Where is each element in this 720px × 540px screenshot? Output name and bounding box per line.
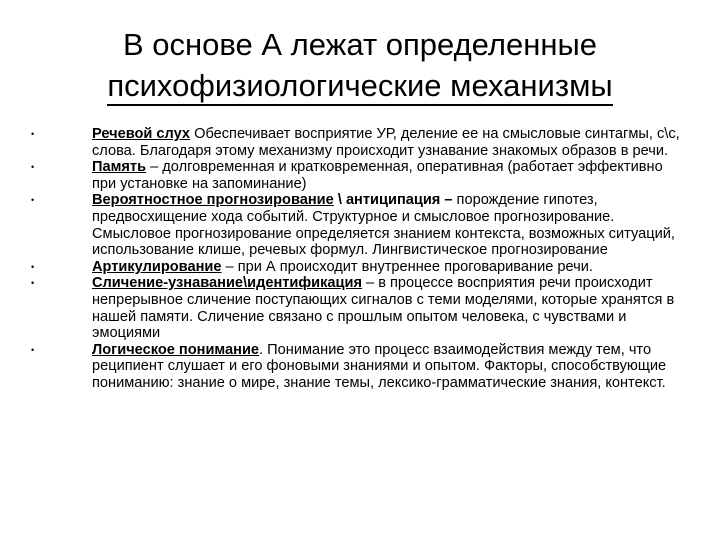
item-text: – долговременная и кратковременная, оперативная (работает эффективно при установке на запоминание): [92, 159, 663, 192]
bullet-icon: •: [31, 278, 35, 289]
term-speech-hearing: Речевой слух: [92, 126, 191, 142]
list-item-identification: [0, 275, 682, 341]
title-line-1: В основе А лежат определенные: [123, 27, 597, 62]
item-text: Обеспечивает восприятие УР, деление ее на смысловые синтагмы, с\с, слова. Благодаря этому механизму происходит узнавание знакомых образов в речи.: [92, 126, 680, 159]
item-text: порождение гипотез, предвосхищение хода событий. Структурное и смысловое прогнозирование. Смысловое прогнозирование определяется знанием контекста, возможных ситуаций, использование клише, речевых формул. Лингвистическое прогнозирование: [92, 192, 675, 259]
bullet-icon: •: [31, 129, 35, 139]
term-articulation: Артикулирование: [92, 258, 222, 275]
list-item-memory: [0, 159, 682, 192]
list-item-speech-hearing: [0, 126, 682, 159]
bullet-icon: •: [31, 162, 35, 173]
bullet-icon: •: [31, 195, 35, 206]
list-item-probabilistic-forecasting: [0, 192, 682, 258]
item-text: . Понимание это процесс взаимодействия между тем, что реципиент слушает и его фоновыми знаниями и опытом. Факторы, способствующие пониманию: знание о мире, знание темы, лексико-грамматические знания, контекст.: [92, 341, 667, 391]
term-memory: Память: [92, 159, 147, 176]
bullet-list: [0, 126, 720, 392]
item-text: – при А происходит внутреннее проговаривание речи.: [221, 258, 593, 275]
term-probabilistic-forecasting: Вероятностное прогнозирование: [92, 192, 334, 209]
term-anticipation: \ антиципация –: [333, 192, 453, 209]
bullet-icon: •: [31, 261, 35, 272]
term-identification: Сличение-узнавание\идентификация: [92, 275, 362, 292]
item-text: – в процессе восприятия речи происходит непрерывное сличение поступающих сигналов с теми моделями, которые хранятся в нашей памяти. Сличение связано с прошлым опытом человека, с чувствами и эмоциями: [92, 275, 675, 342]
list-item-logical-understanding: [0, 342, 682, 392]
title-line-2-wrapper: [60, 65, 660, 106]
term-logical-understanding: Логическое понимание: [92, 341, 260, 358]
bullet-icon: •: [31, 344, 35, 355]
slide-title: [60, 24, 660, 106]
list-item-articulation: [0, 259, 682, 276]
title-line-2: психофизиологические механизмы: [107, 68, 612, 106]
